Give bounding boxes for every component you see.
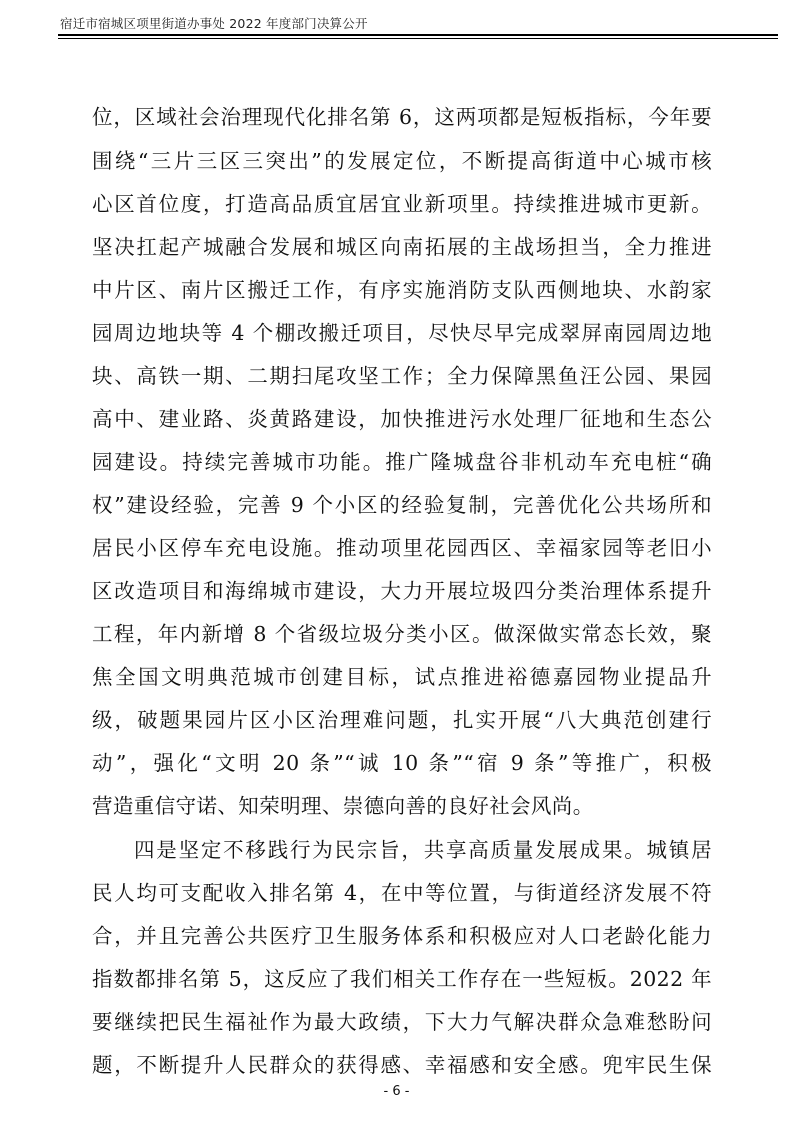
text-line: 营造重信守诺、知荣明理、崇德向善的良好社会风尚。	[92, 794, 594, 818]
text-line: 中片区、南片区搬迁工作，有序实施消防支队西侧地块、水韵家	[92, 278, 712, 302]
text-line: 题，不断提升人民群众的获得感、幸福感和安全感。兜牢民生保	[92, 1053, 712, 1077]
header-title: 宿迁市宿城区项里街道办事处 2022 年度部门决算公开	[60, 16, 368, 31]
text-line: 心区首位度，打造高品质宜居宜业新项里。持续推进城市更新。	[92, 192, 712, 216]
text-line: 级，破题果园片区小区治理难问题，扎实开展“八大典范创建行	[92, 708, 712, 732]
page-number: - 6 -	[383, 1084, 410, 1099]
text-line: 要继续把民生福祉作为最大政绩，下大力气解决群众急难愁盼问	[92, 1010, 712, 1034]
paragraph-first-line: 四是坚定不移践行为民宗旨，共享高质量发展成果。城镇居	[134, 838, 712, 862]
text-line: 动”，强化“文明 20 条”“诚 10 条”“宿 9 条”等推广，积极	[92, 751, 712, 775]
text-line: 高中、建业路、炎黄路建设，加快推进污水处理厂征地和生态公	[92, 407, 712, 431]
text-line: 居民小区停车充电设施。推动项里花园西区、幸福家园等老旧小	[92, 536, 712, 560]
text-line: 园周边地块等 4 个棚改搬迁项目，尽快尽早完成翠屏南园周边地	[92, 321, 712, 345]
text-line: 指数都排名第 5，这反应了我们相关工作存在一些短板。2022 年	[92, 967, 712, 991]
text-line: 工程，年内新增 8 个省级垃圾分类小区。做深做实常态长效，聚	[92, 622, 712, 646]
text-line: 民人均可支配收入排名第 4，在中等位置，与街道经济发展不符	[92, 881, 712, 905]
header-rule-thin	[58, 38, 778, 39]
text-line: 坚决扛起产城融合发展和城区向南拓展的主战场担当，全力推进	[92, 235, 712, 259]
text-line: 围绕“三片三区三突出”的发展定位，不断提高街道中心城市核	[92, 149, 712, 173]
text-line: 位，区域社会治理现代化排名第 6，这两项都是短板指标，今年要	[92, 105, 712, 129]
text-line: 权”建设经验，完善 9 个小区的经验复制，完善优化公共场所和	[92, 493, 712, 517]
text-line: 园建设。持续完善城市功能。推广隆城盘谷非机动车充电桩“确	[92, 450, 712, 474]
text-line: 区改造项目和海绵城市建设，大力开展垃圾四分类治理体系提升	[92, 579, 712, 603]
text-line: 焦全国文明典范城市创建目标，试点推进裕德嘉园物业提品升	[92, 665, 712, 689]
text-line: 块、高铁一期、二期扫尾攻坚工作；全力保障黑鱼汪公园、果园	[92, 364, 712, 388]
header-rule-thick	[58, 34, 778, 36]
text-line: 合，并且完善公共医疗卫生服务体系和积极应对人口老龄化能力	[92, 924, 712, 948]
